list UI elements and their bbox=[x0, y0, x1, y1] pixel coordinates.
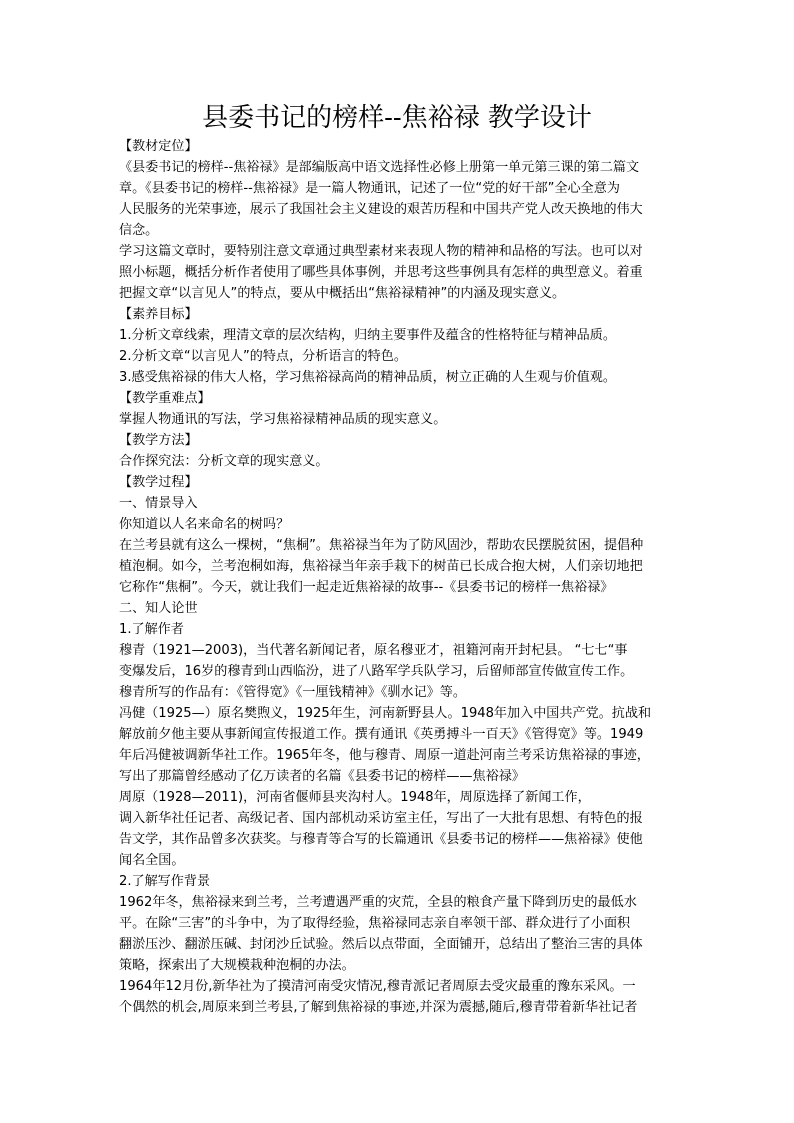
paragraph-line: 写出了那篇曾经感动了亿万读者的名篇《县委书记的榜样——焦裕禄》 bbox=[119, 769, 525, 784]
paragraph-line: 个偶然的机会,周原来到兰考县,了解到焦裕禄的事迹,并深为震撼,随后,穆青带着新华社记者 bbox=[119, 1000, 638, 1015]
section-heading-teaching-process: 【教学过程】 bbox=[119, 475, 198, 490]
paragraph-line: 合作探究法：分析文章的现实意义。 bbox=[119, 454, 329, 469]
paragraph-line: 照小标题，概括分析作者使用了哪些具体事例，并思考这些事例具有怎样的典型意义。着重 bbox=[119, 265, 643, 280]
paragraph-line: 告文学，其作品曾多次获奖。与穆青等合写的长篇通讯《县委书记的榜样——焦裕禄》使他 bbox=[119, 832, 643, 847]
paragraph-line: 《县委书记的榜样--焦裕禄》是部编版高中语文选择性必修上册第一单元第三课的第二篇文 bbox=[119, 160, 640, 175]
paragraph-line: 平。在除“三害”的斗争中，为了取得经验，焦裕禄同志亲自率领干部、群众进行了小面积 bbox=[119, 916, 631, 931]
paragraph-line: 穆青所写的作品有：《管得宽》《一厘钱精神》《驯水记》等。 bbox=[119, 685, 466, 700]
paragraph-line: 1962年冬，焦裕禄来到兰考，兰考遭遇严重的灾荒，全县的粮食产量下降到历史的最低水 bbox=[119, 895, 637, 910]
subheading-about-authors: 1.了解作者 bbox=[119, 622, 184, 637]
paragraph-line: 你知道以人名来命名的树吗？ bbox=[119, 517, 290, 532]
paragraph-line: 调入新华社任记者、高级记者、国内部机动采访室主任，写出了一大批有思想、有特色的报 bbox=[119, 811, 643, 826]
paragraph-line: 翻淤压沙、翻淤压碱、封闭沙丘试验。然后以点带面，全面铺开，总结出了整治三害的具体 bbox=[119, 937, 643, 952]
paragraph-line: 穆青（1921—2003)，当代著名新闻记者，原名穆亚才，祖籍河南开封杞县。 “七七“事 bbox=[119, 643, 628, 658]
paragraph-line: 信念。 bbox=[119, 223, 159, 238]
paragraph-line: 学习这篇文章时，要特别注意文章通过典型素材来表现人物的精神和品格的写法。也可以对 bbox=[119, 244, 643, 259]
section-heading-teaching-method: 【教学方法】 bbox=[119, 433, 198, 448]
paragraph-line: 在兰考县就有这么一棵树，“焦桐”。焦裕禄当年为了防风固沙，帮助农民摆脱贫困，提倡种 bbox=[119, 538, 644, 553]
paragraph-line: 冯健（1925—）原名樊煦义，1925年生，河南新野县人。1948年加入中国共产党。抗战和 bbox=[119, 706, 652, 721]
document-title bbox=[0, 98, 794, 138]
goal-item: 1.分析文章线索，理清文章的层次结构，归纳主要事件及蕴含的性格特征与精神品质。 bbox=[119, 328, 616, 343]
paragraph-line: 策略，探索出了大规模栽种泡桐的办法。 bbox=[119, 958, 355, 973]
paragraph-line: 解放前夕他主要从事新闻宣传报道工作。撰有通讯《英勇搏斗一百天》《管得宽》等。1949 bbox=[119, 727, 644, 742]
document-title-text: 县委书记的榜样--焦裕禄 教学设计 bbox=[202, 103, 592, 133]
document-body bbox=[119, 136, 685, 1018]
paragraph-line: 章。《县委书记的榜样--焦裕禄》是一篇人物通讯，记述了一位“党的好干部”全心全意为 bbox=[119, 181, 620, 196]
paragraph-line: 人民服务的光荣事迹，展示了我国社会主义建设的艰苦历程和中国共产党人改天换地的伟大 bbox=[119, 202, 643, 217]
subheading-background: 二、知人论世 bbox=[119, 601, 198, 616]
paragraph-line: 闻名全国。 bbox=[119, 853, 185, 868]
section-heading-key-difficulties: 【教学重难点】 bbox=[119, 391, 211, 406]
paragraph-line: 周原（1928—2011)，河南省偃师县夹沟村人。1948年，周原选择了新闻工作， bbox=[119, 790, 591, 805]
paragraph-line: 年后冯健被调新华社工作。1965年冬，他与穆青、周原一道赴河南兰考采访焦裕禄的事迹， bbox=[119, 748, 650, 763]
subheading-introduction: 一、情景导入 bbox=[119, 496, 198, 511]
paragraph-line: 它称作“焦桐”。今天，就让我们一起走近焦裕禄的故事--《县委书记的榜样一焦裕禄》 bbox=[119, 580, 614, 595]
goal-item: 2.分析文章“以言见人”的特点，分析语言的特色。 bbox=[119, 349, 407, 364]
paragraph-line: 变爆发后，16岁的穆青到山西临汾，进了八路军学兵队学习，后留师部宣传做宣传工作。 bbox=[119, 664, 634, 679]
section-heading-textbook-position: 【教材定位】 bbox=[119, 139, 198, 154]
paragraph-line: 植泡桐。如今，兰考泡桐如海，焦裕禄当年亲手栽下的树苗已长成合抱大树，人们亲切地把 bbox=[119, 559, 643, 574]
paragraph-line: 掌握人物通讯的写法，学习焦裕禄精神品质的现实意义。 bbox=[119, 412, 447, 427]
paragraph-line: 把握文章“以言见人”的特点，要从中概括出“焦裕禄精神”的内涵及现实意义。 bbox=[119, 286, 566, 301]
section-heading-literacy-goals: 【素养目标】 bbox=[119, 307, 198, 322]
goal-item: 3.感受焦裕禄的伟大人格，学习焦裕禄高尚的精神品质，树立正确的人生观与价值观。 bbox=[119, 370, 616, 385]
subheading-writing-background: 2.了解写作背景 bbox=[119, 874, 211, 889]
paragraph-line: 1964年12月份,新华社为了摸清河南受灾情况,穆青派记者周原去受灾最重的豫东采风。一 bbox=[119, 979, 636, 994]
